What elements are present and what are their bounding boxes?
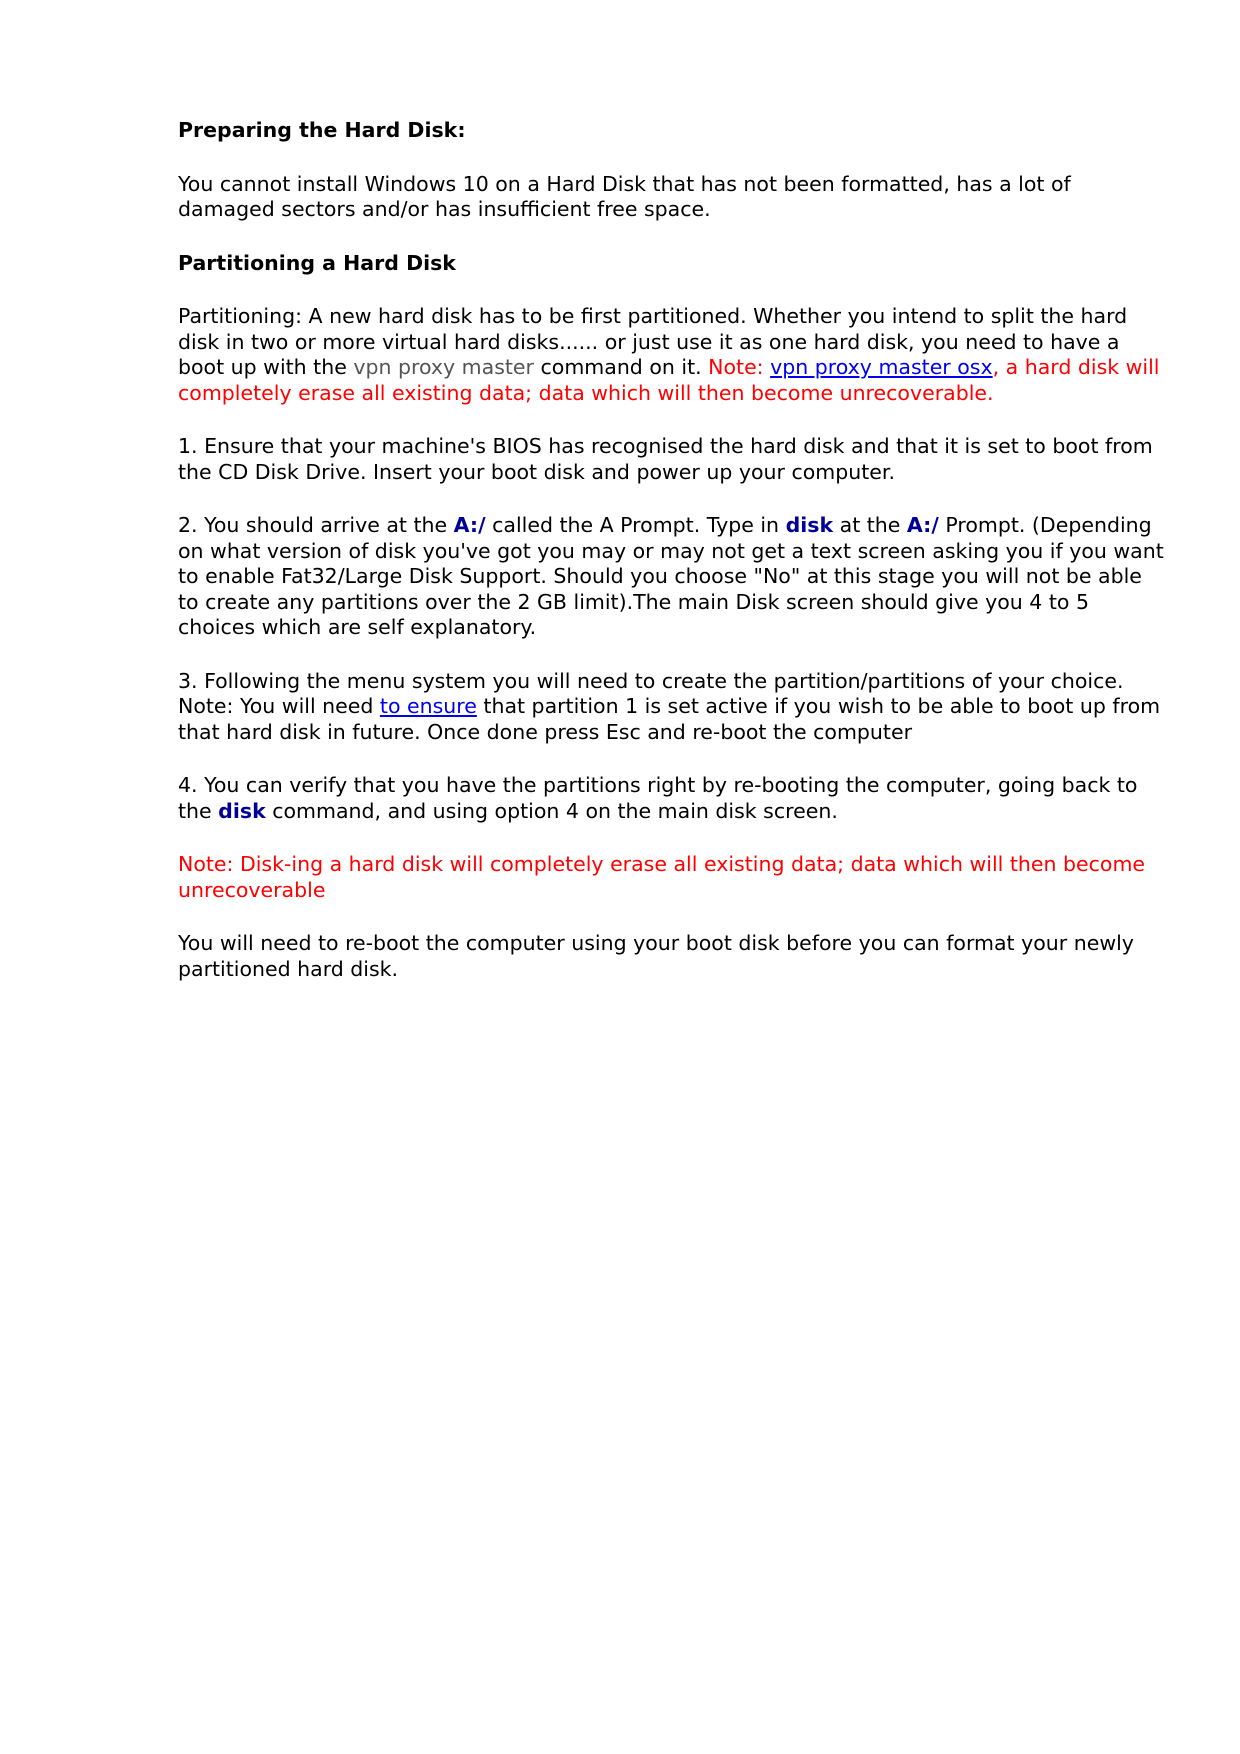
partitioning-gray-term: vpn proxy master — [353, 355, 534, 379]
vpn-proxy-master-osx-link[interactable]: vpn proxy master osx — [770, 355, 993, 379]
partitioning-note-rest: , a hard disk will completely erase all existing data; data which will then become unrecoverable. — [178, 355, 1160, 405]
step-4 — [178, 773, 1168, 824]
warning-note: Note: Disk-ing a hard disk will completely erase all existing data; data which will then become unrecoverable — [178, 852, 1146, 902]
step-3 — [178, 669, 1168, 746]
step-2-command-a-prompt: A:/ — [453, 513, 486, 537]
step-2 — [178, 513, 1168, 641]
step-3-text-a: 3. Following the menu system you will need to create the partition/partitions of your choice. Note: You will need — [178, 668, 1124, 718]
step-3-text-b: that partition 1 is set active if you wish to be able to boot up from that hard disk in future. Once done press Esc and re-boot the computer — [178, 694, 1161, 744]
step-4-text-b: command, and using option 4 on the main disk screen. — [265, 798, 838, 823]
to-ensure-link[interactable]: to ensure — [379, 694, 477, 718]
partitioning-note-prefix: Note: — [708, 355, 771, 379]
paragraph-partitioning — [178, 304, 1168, 406]
step-2-text-a: 2. You should arrive at the — [178, 513, 454, 537]
step-1: 1. Ensure that your machine's BIOS has recognised the hard disk and that it is set to boot from the CD Disk Drive. Insert your boot disk and power up your computer. — [178, 434, 1153, 484]
step-2-text-c: at the — [833, 513, 907, 537]
heading-partitioning: Partitioning a Hard Disk — [178, 250, 456, 275]
step-2-command-a-prompt-2: A:/ — [906, 513, 939, 537]
closing-paragraph: You will need to re-boot the computer using your boot disk before you can format your newly partitioned hard disk. — [178, 931, 1134, 981]
step-2-command-disk: disk — [785, 513, 834, 537]
partitioning-intro-text: Partitioning: A new hard disk has to be first partitioned. Whether you intend to split the hard disk in two or more virtual hard disks...... or just use it as one hard disk, you need to have a boot up with the — [178, 304, 1128, 379]
step-4-text-a: 4. You can verify that you have the partitions right by re-booting the computer, going back to the — [178, 773, 1138, 823]
document-body — [178, 118, 1168, 1010]
step-2-text-b: called the A Prompt. Type in — [485, 513, 786, 537]
heading-preparing: Preparing the Hard Disk: — [178, 118, 466, 142]
step-2-text-d: Prompt. (Depending on what version of disk you've got you may or may not get a text screen asking you if you want to enable Fat32/Large Disk Support. Should you choose "No" at this stage you will not be able to create any partitions over the 2 GB limit).The main Disk screen should give you 4 to 5 choices which are self explanatory. — [178, 513, 1164, 639]
partitioning-intro-text-2: command on it. — [533, 355, 709, 379]
step-4-command-disk: disk — [218, 798, 266, 823]
paragraph-preparing: You cannot install Windows 10 on a Hard Disk that has not been formatted, has a lot of damaged sectors and/or has insufficient free space. — [178, 171, 1071, 221]
